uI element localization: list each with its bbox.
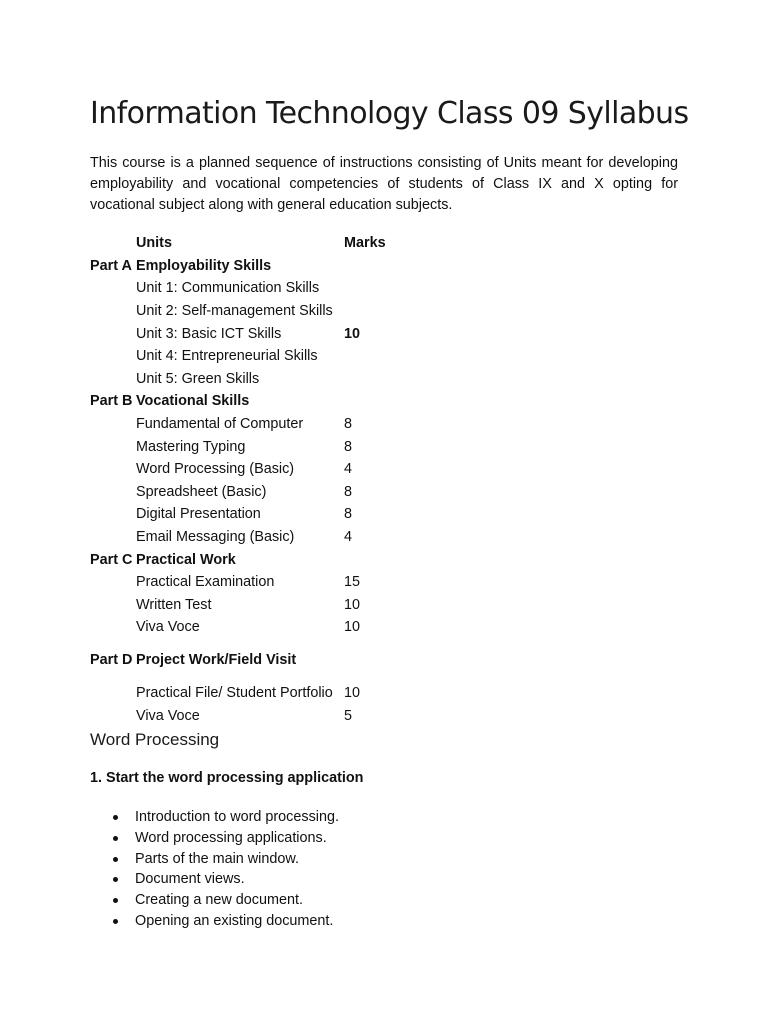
row-unit: Email Messaging (Basic) xyxy=(136,529,295,546)
table-row xyxy=(90,345,404,368)
bullet-icon xyxy=(113,857,118,862)
row-part xyxy=(90,322,136,345)
row-part xyxy=(90,300,136,323)
row-marks: 10 xyxy=(344,596,361,613)
row-part xyxy=(90,682,136,705)
table-row xyxy=(90,368,404,391)
row-part xyxy=(90,616,136,639)
row-marks: 4 xyxy=(344,529,353,546)
list-item-text: Introduction to word processing. xyxy=(135,809,339,825)
row-part xyxy=(90,345,136,368)
list-item xyxy=(90,869,339,890)
bullet-icon xyxy=(113,877,118,882)
table-row xyxy=(90,503,404,526)
row-unit: Project Work/Field Visit xyxy=(136,652,297,669)
row-unit: Unit 4: Entrepreneurial Skills xyxy=(136,348,318,365)
row-unit: Word Processing (Basic) xyxy=(136,461,295,478)
table-row xyxy=(90,277,404,300)
row-marks xyxy=(344,345,404,368)
header-marks: Marks xyxy=(344,235,386,252)
row-unit: Unit 5: Green Skills xyxy=(136,370,260,387)
table-row xyxy=(90,594,404,617)
table-row xyxy=(90,255,404,278)
table-row xyxy=(90,616,404,639)
row-marks: 10 xyxy=(344,325,361,342)
row-part xyxy=(90,413,136,436)
row-part xyxy=(90,704,136,727)
row-part: Part D xyxy=(90,651,133,668)
row-marks: 8 xyxy=(344,483,353,500)
row-unit: Written Test xyxy=(136,596,212,613)
row-part: Part B xyxy=(90,393,133,410)
table-row xyxy=(90,390,404,413)
row-unit: Fundamental of Computer xyxy=(136,416,304,433)
list-item xyxy=(90,911,339,932)
row-marks xyxy=(344,277,404,300)
table-row xyxy=(90,639,404,682)
row-unit: Practical File/ Student Portfolio xyxy=(136,684,333,701)
row-marks: 5 xyxy=(344,707,353,724)
row-unit: Unit 2: Self-management Skills xyxy=(136,303,333,320)
row-unit: Practical Examination xyxy=(136,574,275,591)
row-part xyxy=(90,458,136,481)
table-row xyxy=(90,322,404,345)
bullet-icon xyxy=(113,919,118,924)
row-marks: 8 xyxy=(344,438,353,455)
bullet-icon xyxy=(113,898,118,903)
intro-paragraph: This course is a planned sequence of instructions consisting of Units meant for developing employability and vocational competencies of students of Class IX and X opting for vocational subject along with general education subjects. xyxy=(90,155,678,213)
row-part xyxy=(90,435,136,458)
row-part xyxy=(90,481,136,504)
row-marks: 10 xyxy=(344,684,361,701)
section-heading: Word Processing xyxy=(90,730,220,749)
row-unit: Mastering Typing xyxy=(136,438,246,455)
table-row xyxy=(90,300,404,323)
row-marks: 4 xyxy=(344,461,353,478)
page-title: Information Technology Class 09 Syllabus xyxy=(90,96,689,131)
header-part xyxy=(90,232,136,255)
list-item xyxy=(90,890,339,911)
row-unit: Unit 1: Communication Skills xyxy=(136,280,320,297)
table-row xyxy=(90,526,404,549)
section-subheading: 1. Start the word processing application xyxy=(90,770,364,786)
row-unit: Unit 3: Basic ICT Skills xyxy=(136,325,282,342)
table-row xyxy=(90,481,404,504)
row-marks: 8 xyxy=(344,506,353,523)
table-row xyxy=(90,682,404,705)
row-unit: Employability Skills xyxy=(136,257,272,274)
row-unit: Viva Voce xyxy=(136,707,200,724)
list-item xyxy=(90,828,339,849)
row-part xyxy=(90,594,136,617)
row-marks xyxy=(344,255,404,278)
table-row xyxy=(90,413,404,436)
row-marks xyxy=(344,548,404,571)
row-part xyxy=(90,503,136,526)
table-row xyxy=(90,435,404,458)
bullet-icon xyxy=(113,836,118,841)
row-marks: 15 xyxy=(344,574,361,591)
row-unit: Spreadsheet (Basic) xyxy=(136,483,267,500)
list-item-text: Document views. xyxy=(135,871,245,888)
table-header-row xyxy=(90,232,404,255)
row-part xyxy=(90,368,136,391)
header-units: Units xyxy=(136,235,172,252)
table-row xyxy=(90,548,404,571)
row-part xyxy=(90,571,136,594)
row-unit: Digital Presentation xyxy=(136,506,261,523)
list-item-text: Opening an existing document. xyxy=(135,912,334,929)
row-part xyxy=(90,526,136,549)
row-marks xyxy=(344,639,404,682)
list-item xyxy=(90,849,339,870)
syllabus-table xyxy=(90,232,404,727)
row-part: Part A xyxy=(90,257,132,274)
row-marks: 8 xyxy=(344,416,353,433)
row-part xyxy=(90,277,136,300)
table-row xyxy=(90,458,404,481)
list-item xyxy=(90,807,339,828)
topic-list xyxy=(90,807,339,932)
row-marks: 10 xyxy=(344,619,361,636)
bullet-icon xyxy=(113,815,118,820)
row-unit: Vocational Skills xyxy=(136,393,250,410)
list-item-text: Parts of the main window. xyxy=(135,850,299,867)
list-item-text: Word processing applications. xyxy=(135,829,327,846)
table-row xyxy=(90,704,404,727)
row-part: Part C xyxy=(90,551,133,568)
row-unit: Viva Voce xyxy=(136,619,200,636)
row-marks xyxy=(344,390,404,413)
table-row xyxy=(90,571,404,594)
list-item-text: Creating a new document. xyxy=(135,892,303,909)
row-marks xyxy=(344,368,404,391)
row-marks xyxy=(344,300,404,323)
row-unit: Practical Work xyxy=(136,551,236,568)
